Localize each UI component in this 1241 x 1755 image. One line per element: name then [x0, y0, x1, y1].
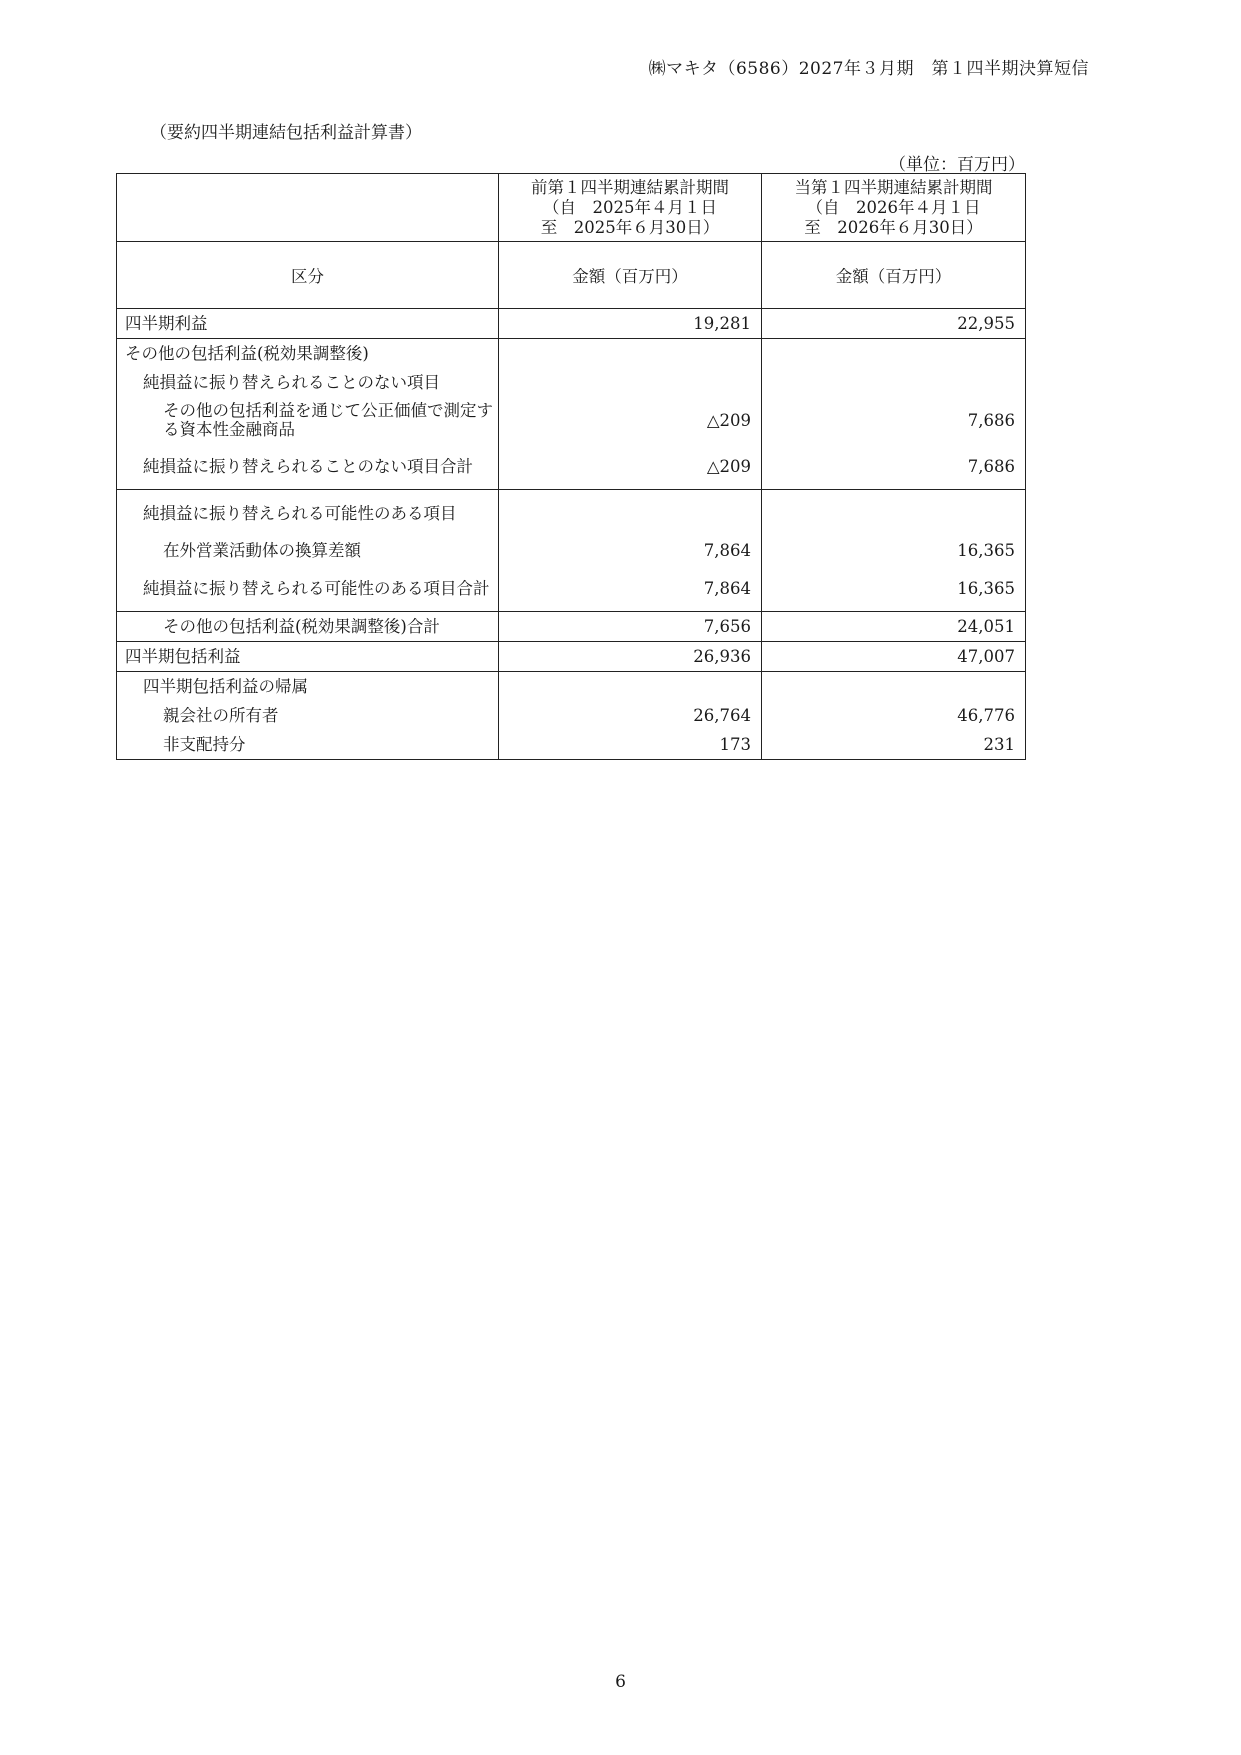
- row-curr-value: 47,007: [762, 642, 1026, 672]
- row-curr-value: 22,955: [762, 309, 1026, 339]
- row-label: その他の包括利益(税効果調整後): [117, 339, 499, 369]
- row-prev-value: [499, 672, 762, 702]
- row-curr-value: 46,776: [762, 701, 1026, 730]
- curr-period-from: （自 2026年４月１日: [806, 198, 981, 217]
- row-label: 親会社の所有者: [117, 701, 499, 730]
- row-label: 純損益に振り替えられる可能性のある項目: [117, 490, 499, 537]
- row-curr-value: 16,365: [762, 565, 1026, 612]
- table-row: [117, 443, 1026, 490]
- curr-period-to: 至 2026年６月30日）: [804, 218, 983, 237]
- col-amount-curr-header: 金額（百万円）: [762, 242, 1026, 309]
- row-curr-value: [762, 490, 1026, 537]
- row-curr-value: 7,686: [762, 397, 1026, 443]
- row-label: 純損益に振り替えられることのない項目: [117, 368, 499, 397]
- curr-period-title: 当第１四半期連結累計期間: [794, 178, 993, 197]
- section-title: （要約四半期連結包括利益計算書）: [150, 123, 422, 143]
- row-prev-value: △209: [499, 443, 762, 490]
- row-prev-value: 7,656: [499, 612, 762, 642]
- table-row: [117, 730, 1026, 760]
- row-prev-value: 7,864: [499, 565, 762, 612]
- table-row: [117, 339, 1026, 369]
- table-row: [117, 490, 1026, 537]
- row-prev-value: 26,936: [499, 642, 762, 672]
- table-row: [117, 672, 1026, 702]
- table-row: [117, 701, 1026, 730]
- table-row: [117, 536, 1026, 565]
- row-prev-value: 7,864: [499, 536, 762, 565]
- row-prev-value: 173: [499, 730, 762, 760]
- period-header-row: [117, 174, 1026, 242]
- document-header: ㈱マキタ（6586）2027年３月期 第１四半期決算短信: [648, 59, 1089, 79]
- comprehensive-income-table: [116, 173, 1026, 760]
- row-curr-value: 24,051: [762, 612, 1026, 642]
- prev-period-to: 至 2025年６月30日）: [540, 218, 720, 237]
- table-row: [117, 642, 1026, 672]
- table-row: [117, 397, 1026, 443]
- row-curr-value: 16,365: [762, 536, 1026, 565]
- row-prev-value: 26,764: [499, 701, 762, 730]
- row-prev-value: [499, 339, 762, 369]
- curr-period-header: [762, 174, 1026, 242]
- header-empty-cell: [117, 174, 499, 242]
- col-category-header: 区分: [117, 242, 499, 309]
- row-label: その他の包括利益(税効果調整後)合計: [117, 612, 499, 642]
- row-prev-value: [499, 368, 762, 397]
- page-number: 6: [615, 1672, 626, 1692]
- prev-period-from: （自 2025年４月１日: [543, 198, 717, 217]
- row-prev-value: [499, 490, 762, 537]
- row-prev-value: 19,281: [499, 309, 762, 339]
- prev-period-header: [499, 174, 762, 242]
- row-label: 四半期利益: [117, 309, 499, 339]
- table-row: [117, 368, 1026, 397]
- table-row: [117, 565, 1026, 612]
- table-row: [117, 612, 1026, 642]
- row-curr-value: [762, 339, 1026, 369]
- row-curr-value: 7,686: [762, 443, 1026, 490]
- row-label: 四半期包括利益: [117, 642, 499, 672]
- row-label: その他の包括利益を通じて公正価値で測定する資本性金融商品: [117, 397, 499, 443]
- prev-period-title: 前第１四半期連結累計期間: [531, 178, 729, 197]
- col-amount-prev-header: 金額（百万円）: [499, 242, 762, 309]
- column-header-row: [117, 242, 1026, 309]
- row-label: 在外営業活動体の換算差額: [117, 536, 499, 565]
- row-label: 純損益に振り替えられることのない項目合計: [117, 443, 499, 490]
- row-label: 四半期包括利益の帰属: [117, 672, 499, 702]
- row-curr-value: [762, 672, 1026, 702]
- row-prev-value: △209: [499, 397, 762, 443]
- table-row: [117, 309, 1026, 339]
- row-curr-value: 231: [762, 730, 1026, 760]
- row-curr-value: [762, 368, 1026, 397]
- row-label: 非支配持分: [117, 730, 499, 760]
- row-label: 純損益に振り替えられる可能性のある項目合計: [117, 565, 499, 612]
- unit-label: （単位：百万円）: [889, 155, 1025, 175]
